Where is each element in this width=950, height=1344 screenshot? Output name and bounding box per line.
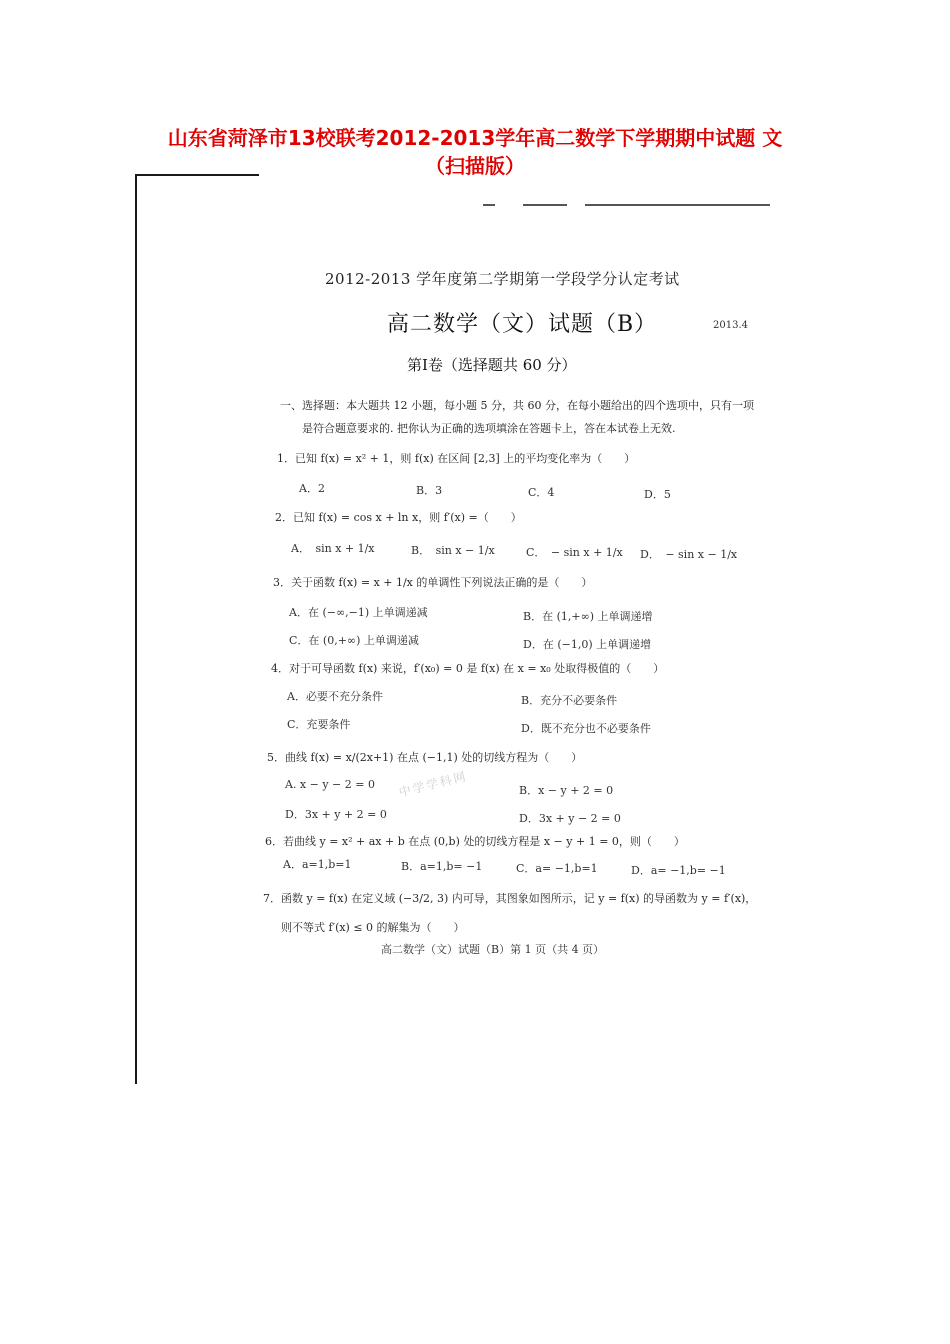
question-5-option-b: B．x − y + 2 = 0 bbox=[519, 784, 614, 797]
scan-top-border bbox=[135, 174, 259, 176]
question-2-option-b: B． sin x − 1/x bbox=[411, 544, 495, 557]
question-6-option-d: D．a= −1,b= −1 bbox=[631, 864, 726, 877]
question-6-option-c: C．a= −1,b=1 bbox=[516, 862, 598, 875]
question-7-stem-line2: 则不等式 f′(x) ≤ 0 的解集为（ ） bbox=[281, 921, 465, 934]
exam-date: 2013.4 bbox=[713, 320, 748, 331]
scan-dash-mark bbox=[483, 204, 495, 206]
question-6-stem: 6．若曲线 y = x² + ax + b 在点 (0,b) 处的切线方程是 x − y + 1 = 0，则（ ） bbox=[265, 835, 685, 848]
exam-title: 高二数学（文）试题（B） bbox=[387, 312, 658, 337]
instructions-line1: 一、选择题：本大题共 12 小题，每小题 5 分，共 60 分，在每小题给出的四个选项中，只有一项 bbox=[280, 399, 754, 412]
question-1-option-b: B．3 bbox=[416, 484, 443, 497]
question-2-option-a: A． sin x + 1/x bbox=[291, 542, 375, 555]
question-3-option-d: D．在 (−1,0) 上单调递增 bbox=[523, 638, 652, 651]
question-3-option-b: B．在 (1,+∞) 上单调递增 bbox=[523, 610, 653, 623]
question-4-option-d: D．既不充分也不必要条件 bbox=[521, 722, 651, 735]
question-3-option-c: C．在 (0,+∞) 上单调递减 bbox=[289, 634, 419, 647]
question-6-option-a: A．a=1,b=1 bbox=[283, 858, 352, 871]
question-5-option-d: D．3x + y − 2 = 0 bbox=[519, 812, 621, 825]
question-5-option-c: D．3x + y + 2 = 0 bbox=[285, 808, 387, 821]
page-footer: 高二数学（文）试题（B）第 1 页（共 4 页） bbox=[381, 943, 605, 956]
question-7-stem: 7．函数 y = f(x) 在定义域 (−3/2, 3) 内可导，其图象如图所示，记 y = f(x) 的导函数为 y = f′(x)， bbox=[263, 892, 757, 905]
question-4-option-a: A．必要不充分条件 bbox=[287, 690, 383, 703]
question-1-option-d: D．5 bbox=[644, 488, 671, 501]
document-title-line1: 山东省菏泽市13校联考2012-2013学年高二数学下学期期中试题 文 bbox=[167, 126, 783, 150]
question-3-option-a: A．在 (−∞,−1) 上单调递减 bbox=[289, 606, 428, 619]
question-2-stem: 2．已知 f(x) = cos x + ln x，则 f′(x) =（ ） bbox=[275, 511, 522, 524]
question-5-option-a: A. x − y − 2 = 0 bbox=[285, 778, 375, 791]
question-4-option-b: B．充分不必要条件 bbox=[521, 694, 618, 707]
part-title: 第Ⅰ卷（选择题共 60 分） bbox=[407, 356, 577, 374]
scan-dash-mark bbox=[585, 204, 770, 206]
question-1-stem: 1．已知 f(x) = x² + 1，则 f(x) 在区间 [2,3] 上的平均变化率为（ ） bbox=[277, 452, 636, 465]
question-6-option-b: B．a=1,b= −1 bbox=[401, 860, 483, 873]
scan-left-border bbox=[135, 174, 137, 1084]
question-1-option-a: A．2 bbox=[299, 482, 325, 495]
scan-dash-mark bbox=[523, 204, 567, 206]
exam-header: 2012-2013 学年度第二学期第一学段学分认定考试 bbox=[325, 270, 680, 288]
document-title bbox=[100, 124, 850, 180]
question-4-option-c: C．充要条件 bbox=[287, 718, 351, 731]
question-3-stem: 3．关于函数 f(x) = x + 1/x 的单调性下列说法正确的是（ ） bbox=[273, 576, 593, 589]
document-title-line2: （扫描版） bbox=[425, 154, 525, 178]
question-2-option-d: D． − sin x − 1/x bbox=[640, 548, 738, 561]
question-4-stem: 4．对于可导函数 f(x) 来说，f′(x₀) = 0 是 f(x) 在 x = x₀ 处取得极值的（ ） bbox=[271, 662, 665, 675]
question-5-stem: 5．曲线 f(x) = x/(2x+1) 在点 (−1,1) 处的切线方程为（ ） bbox=[267, 751, 583, 764]
instructions-line2: 是符合题意要求的. 把你认为正确的选项填涂在答题卡上，答在本试卷上无效. bbox=[302, 422, 676, 435]
question-2-option-c: C． − sin x + 1/x bbox=[526, 546, 623, 559]
scan-watermark: 中学学科网 bbox=[397, 769, 469, 800]
scanned-page bbox=[135, 174, 815, 1084]
question-1-option-c: C．4 bbox=[528, 486, 555, 499]
